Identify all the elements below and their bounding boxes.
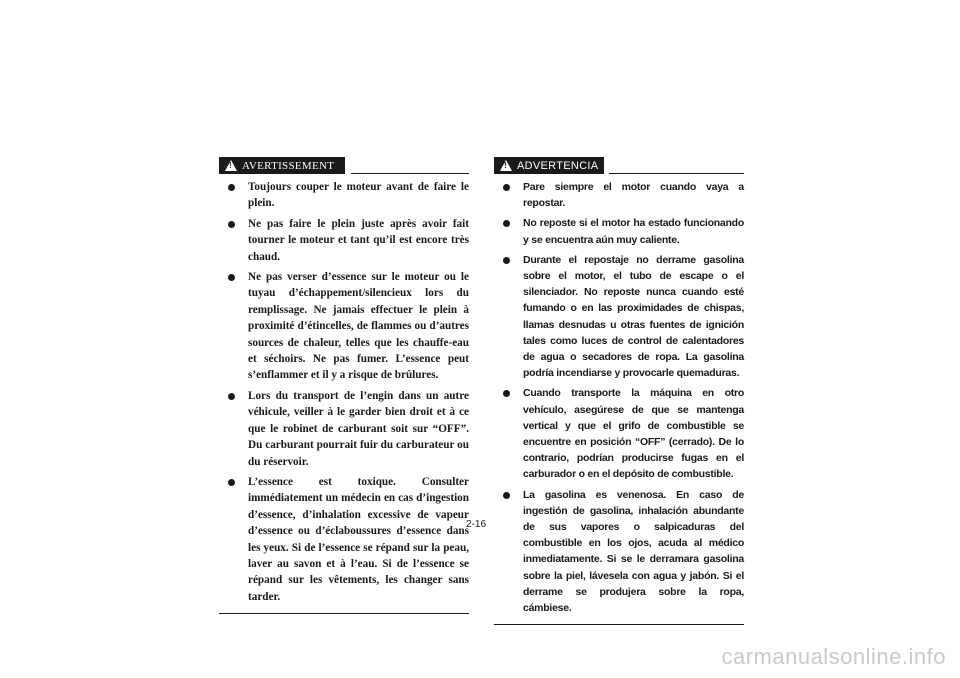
spanish-warning-section	[494, 157, 744, 625]
bullet-icon	[228, 184, 235, 191]
warning-label: ADVERTENCIA	[517, 159, 599, 172]
warning-header	[219, 157, 469, 175]
item-text: La gasolina es venenosa. En caso de ingestión de gasolina, inhalación abundante de sus vapores o salpicaduras del combustible en los ojos, acuda al médico inmediatamente. Si se le derramara gasolina sobre la piel, lávesela con agua y jabón. Si el derrame se produjera sobre la ropa, cámbiese.	[523, 488, 744, 615]
bullet-icon	[503, 492, 510, 499]
page-number: 2-16	[466, 519, 487, 530]
list-item	[219, 474, 469, 605]
warning-label: AVERTISSEMENT	[242, 159, 335, 172]
list-item	[219, 269, 469, 384]
item-text: Lors du transport de l’engin dans un autre véhicule, veiller à le garder bien droit et à ce que le robinet de carburant soit sur “OFF”. Du carburant pourrait fuir du carburateur ou du réservoir.	[248, 389, 469, 468]
warning-header	[494, 157, 744, 175]
bullet-icon	[228, 393, 235, 400]
item-text: Durante el repostaje no derrame gasolina sobre el motor, el tubo de escape o el silenciador. No reposte nunca cuando esté fumando o en las proximidades de chispas, llamas desnudas u otras fuentes de ignición tales como luces de control de calentadores de agua o secadores de ropa. La gasolina podría incendiarse y provocarle quemaduras.	[523, 253, 744, 380]
bullet-icon	[503, 220, 510, 227]
list-item	[219, 388, 469, 470]
warning-badge	[494, 157, 604, 174]
list-item	[494, 385, 744, 482]
warning-triangle-icon: !	[225, 160, 237, 171]
list-item	[494, 179, 744, 211]
watermark: carmanualsonline.info	[721, 644, 946, 669]
item-text: Ne pas verser d’essence sur le moteur ou le tuyau d’échappement/silencieux lors du remplissage. Ne jamais effectuer le plein à proximité d’étincelles, de flammes ou d’autres sources de chaleur, telles que les chauffe-eau et séchoirs. Ne pas fumer. L’essence peut s’enflammer et il y a risque de brûlures.	[248, 271, 469, 382]
bullet-icon	[228, 479, 235, 486]
footer-rule	[494, 624, 744, 625]
item-text: L’essence est toxique. Consulter immédiatement un médecin en cas d’ingestion d’essence, d’inhalation excessive de vapeur d’essence ou d’éclaboussures d’essence dans les yeux. Si de l’essence se répand sur la peau, laver au savon et à l’eau. Si de l’essence se répand sur les vêtements, les changer sans tarder.	[248, 475, 469, 603]
item-text: Toujours couper le moteur avant de faire le plein.	[248, 181, 469, 210]
list-item	[494, 487, 744, 617]
bullet-icon	[228, 221, 235, 228]
list-item	[494, 215, 744, 247]
item-text: Ne pas faire le plein juste après avoir fait tourner le moteur et tant qu’il est encore très chaud.	[248, 217, 469, 263]
bullet-icon	[503, 184, 510, 191]
warning-list	[219, 179, 469, 605]
item-text: Cuando transporte la máquina en otro vehículo, asegúrese de que se mantenga vertical y que el grifo de combustible se encuentre en posición “OFF” (cerrado). De lo contrario, podrían producirse fugas en el carburador o en el depósito de combustible.	[523, 387, 744, 481]
warning-list	[494, 179, 744, 616]
list-item	[219, 179, 469, 212]
bullet-icon	[228, 274, 235, 281]
list-item	[494, 252, 744, 382]
item-text: Pare siempre el motor cuando vaya a repostar.	[523, 181, 744, 210]
header-rule	[351, 173, 469, 174]
list-item	[219, 216, 469, 265]
item-text: No reposte si el motor ha estado funcionando y se encuentra aún muy caliente.	[523, 217, 744, 246]
french-warning-section	[219, 157, 469, 614]
warning-badge	[219, 157, 345, 174]
bullet-icon	[503, 257, 510, 264]
footer-rule	[219, 613, 469, 614]
bullet-icon	[503, 390, 510, 397]
warning-triangle-icon: !	[500, 160, 512, 171]
header-rule	[609, 173, 744, 174]
